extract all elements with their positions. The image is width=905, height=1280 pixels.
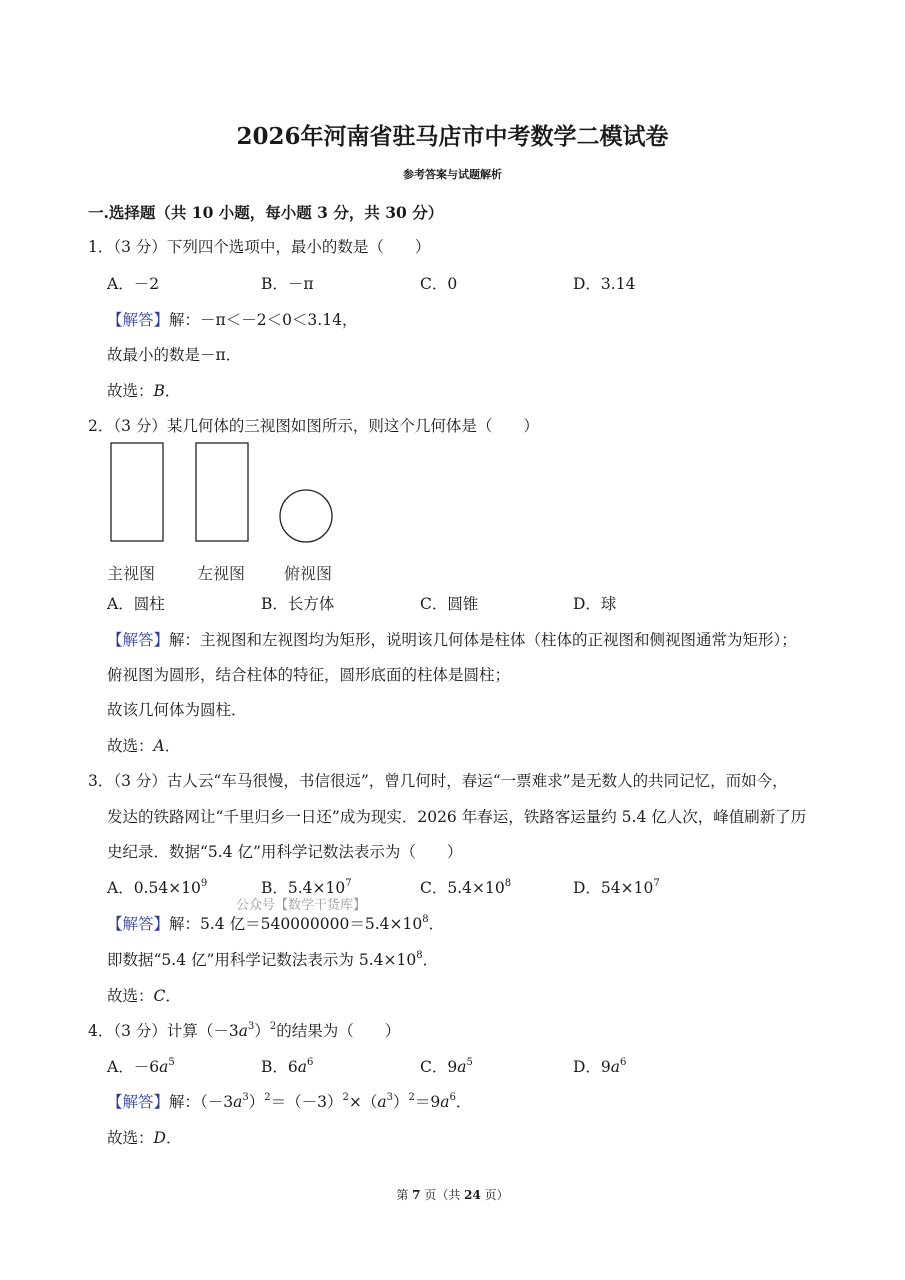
q2-option-d: D．球 bbox=[573, 595, 617, 613]
caption-top-view: 俯视图 bbox=[284, 564, 333, 583]
q2-solution-line2: 俯视图为圆形，结合柱体的特征，圆形底面的柱体是圆柱； bbox=[107, 666, 511, 684]
page-subtitle: 参考答案与试题解析 bbox=[403, 168, 502, 181]
q4-option-a: A．$-6a^5$ bbox=[107, 1057, 175, 1076]
q3-stem-line1: 3．（3 分）古人云“车马很慢，书信很远”，曾几何时，春运“一票难求”是无数人的共同记忆，而如今， bbox=[88, 772, 788, 790]
caption-side-view: 左视图 bbox=[197, 564, 246, 583]
q1-option-a: A．－2 bbox=[107, 275, 160, 293]
q3-option-b: B．$5.4\times 10^7$ bbox=[261, 878, 352, 897]
q4-solution-line1: 【解答】解：$(-3a^3)^2=(-3)^2\times(a^3)^2=9a^6$． bbox=[107, 1092, 472, 1111]
page-footer: 第 7 页（共 24 页） bbox=[396, 1188, 509, 1202]
answer-tag: 【解答】 bbox=[107, 1093, 170, 1111]
q3-option-c: C．$5.4\times 10^8$ bbox=[420, 878, 512, 897]
q3-option-d: D．$54\times 10^7$ bbox=[573, 878, 660, 897]
q1-solution-line1: 【解答】解：－π＜－2＜0＜3.14， bbox=[107, 311, 358, 329]
q3-option-a: A．$0.54\times 10^9$ bbox=[107, 878, 208, 897]
q1-solution-line2: 故最小的数是－π． bbox=[107, 346, 242, 364]
answer-tag: 【解答】 bbox=[107, 915, 170, 933]
q3-stem-line3: 史纪录．数据“5.4 亿”用科学记数法表示为（ ） bbox=[107, 843, 463, 861]
q1-option-d: D．3.14 bbox=[573, 275, 636, 293]
q4-option-c: C．$9a^5$ bbox=[420, 1057, 473, 1076]
three-view-figure bbox=[0, 0, 905, 560]
answer-tag: 【解答】 bbox=[107, 311, 170, 329]
q1-option-c: C．0 bbox=[420, 275, 458, 293]
q3-solution-line2: 即数据“5.4 亿”用科学记数法表示为 $5.4\times 10^8$． bbox=[107, 950, 439, 969]
q4-answer: 故选：D． bbox=[107, 1129, 182, 1147]
front-view-rect bbox=[111, 443, 163, 541]
q1-option-b: B．－π bbox=[261, 275, 314, 293]
q2-solution-line1: 【解答】解：主视图和左视图均为矩形，说明该几何体是柱体（柱体的正视图和侧视图通常为矩形）； bbox=[107, 631, 797, 649]
q3-answer: 故选：C． bbox=[107, 987, 181, 1005]
q4-stem: 4．（3 分）计算$(-3a^3)^2$的结果为（ ） bbox=[88, 1021, 401, 1040]
q4-option-d: D．$9a^6$ bbox=[573, 1057, 627, 1076]
q2-answer: 故选：A． bbox=[107, 737, 181, 755]
page-title: 2026年河南省驻马店市中考数学二模试卷 bbox=[236, 123, 669, 150]
q3-solution-line1: 【解答】解：5.4 亿$=540000000=5.4\times 10^8$． bbox=[107, 914, 445, 933]
q2-option-c: C．圆锥 bbox=[420, 595, 479, 613]
q2-option-b: B．长方体 bbox=[261, 595, 335, 613]
q1-answer: 故选：B． bbox=[107, 382, 181, 400]
q2-option-a: A．圆柱 bbox=[107, 595, 165, 613]
answer-tag: 【解答】 bbox=[107, 631, 170, 649]
page-number: 7 bbox=[412, 1188, 421, 1202]
watermark: 公众号【数学干货库】 bbox=[236, 898, 367, 913]
side-view-rect bbox=[196, 443, 248, 541]
section-heading: 一.选择题（共 10 小题，每小题 3 分，共 30 分） bbox=[88, 203, 444, 222]
page-total: 24 bbox=[464, 1188, 481, 1202]
q3-stem-line2: 发达的铁路网让“千里归乡一日还”成为现实．2026 年春运，铁路客运量约 5.4 亿人次，峰值刷新了历 bbox=[107, 808, 807, 826]
top-view-circle bbox=[280, 490, 332, 542]
q4-option-b: B．$6a^6$ bbox=[261, 1057, 314, 1076]
q1-stem: 1．（3 分）下列四个选项中，最小的数是（ ） bbox=[88, 238, 431, 256]
caption-front-view: 主视图 bbox=[107, 564, 156, 583]
q2-solution-line3: 故该几何体为圆柱． bbox=[107, 701, 247, 719]
q2-stem: 2．（3 分）某几何体的三视图如图所示，则这个几何体是（ ） bbox=[88, 417, 539, 435]
